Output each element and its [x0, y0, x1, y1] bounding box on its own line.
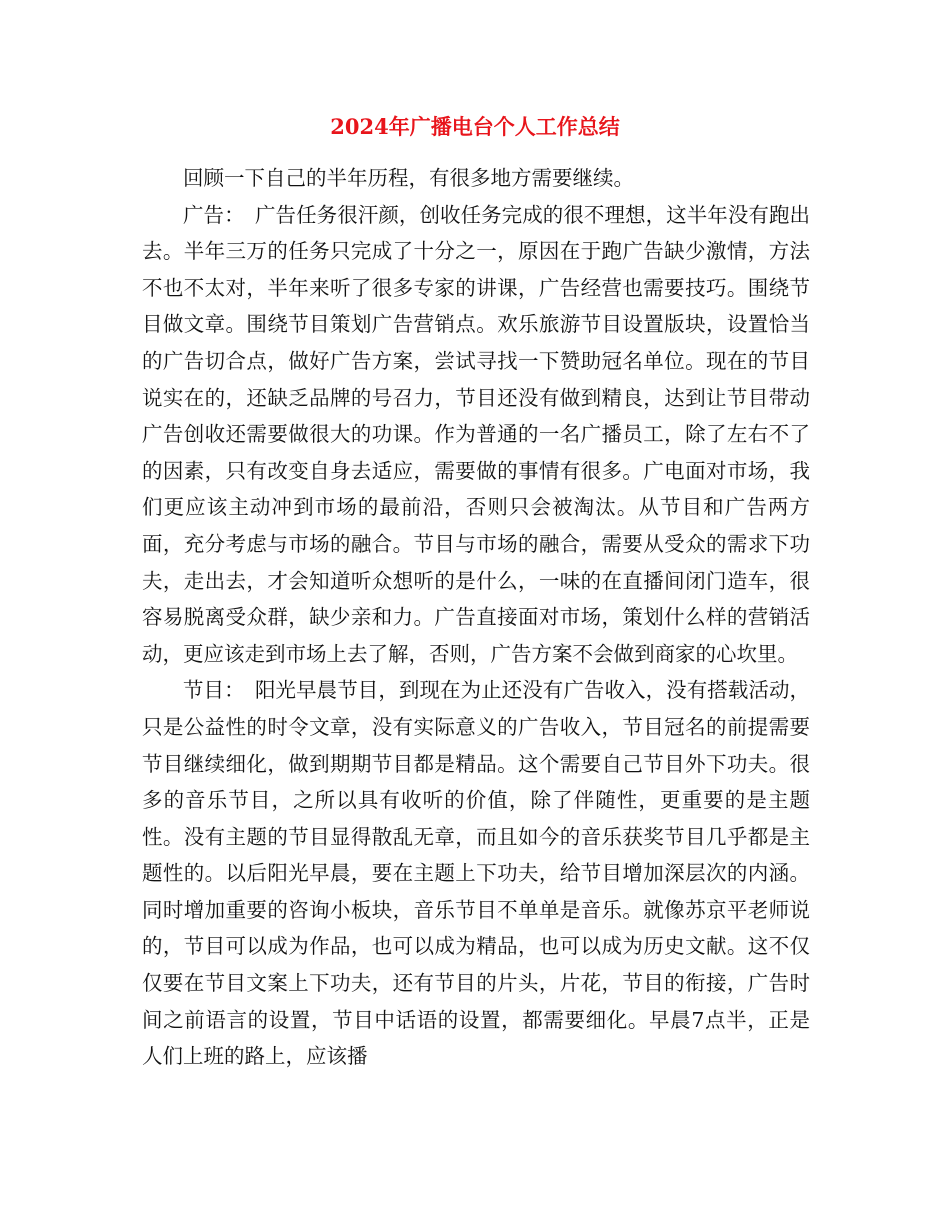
paragraph-intro: 回顾一下自己的半年历程，有很多地方需要继续。 [183, 166, 634, 190]
document-body [142, 160, 810, 1075]
paragraph-advertising: 广告： 广告任务很汗颜，创收任务完成的很不理想，这半年没有跑出去。半年三万的任务只完成了十分之一，原因在于跑广告缺少激情，方法不也不太对，半年来听了很多专家的讲课，广告经营也需要技巧。围绕节目做文章。围绕节目策划广告营销点。欢乐旅游节目设置版块，设置恰当的广告切合点，做好广告方案，尝试寻找一下赞助冠名单位。现在的节目说实在的，还缺乏品牌的号召力，节目还没有做到精良，达到让节目带动广告创收还需要做很大的功课。作为普通的一名广播员工，除了左右不了的因素，只有改变自身去适应，需要做的事情有很多。广电面对市场，我们更应该主动冲到市场的最前沿，否则只会被淘汰。从节目和广告两方面，充分考虑与市场的融合。节目与市场的融合，需要从受众的需求下功夫，走出去，才会知道听众想听的是什么，一味的在直播间闭门造车，很容易脱离受众群，缺少亲和力。广告直接面对市场，策划什么样的营销活动，更应该走到市场上去了解，否则，广告方案不会做到商家的心坎里。 [142, 202, 810, 666]
paragraph-programs: 节目： 阳光早晨节目，到现在为止还没有广告收入，没有搭载活动，只是公益性的时令文章，没有实际意义的广告收入，节目冠名的前提需要节目继续细化，做到期期节目都是精品。这个需要自己节目外下功夫。很多的音乐节目，之所以具有收听的价值，除了伴随性，更重要的是主题性。没有主题的节目显得散乱无章，而且如今的音乐获奖节目几乎都是主题性的。以后阳光早晨，要在主题上下功夫，给节目增加深层次的内涵。同时增加重要的咨询小板块，音乐节目不单单是音乐。就像苏京平老师说的，节目可以成为作品，也可以成为精品，也可以成为历史文献。这不仅仅要在节目文案上下功夫，还有节目的片头，片花，节目的衔接，广告时间之前语言的设置，节目中话语的设置，都需要细化。早晨7点半，正是人们上班的路上，应该播 [142, 678, 810, 1069]
document-title: 2024年广播电台个人工作总结 [330, 114, 620, 139]
